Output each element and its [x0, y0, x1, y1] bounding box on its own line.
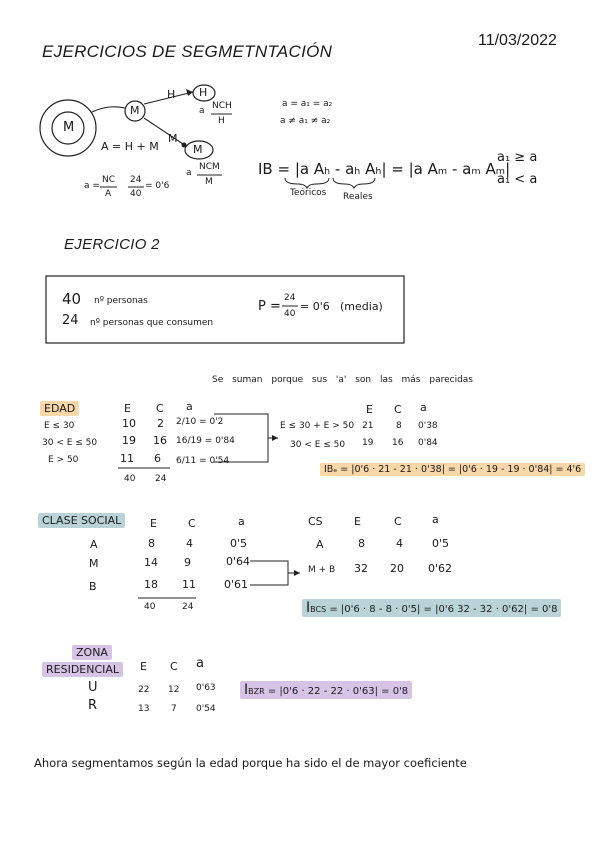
- clase-row-c: 9: [184, 556, 191, 569]
- condition-2: a₁ < a: [497, 172, 538, 187]
- formula-a-num2: 24: [130, 175, 142, 185]
- edad-row-c: 6: [154, 452, 161, 465]
- clase-row-c: 11: [182, 578, 196, 591]
- clase-total-e: 40: [144, 602, 156, 612]
- zona-result-sub: BZR: [248, 687, 265, 696]
- edad-merged-row-a: 0'38: [418, 421, 438, 431]
- edad-merged-header-c: C: [394, 403, 402, 416]
- ib-formula: IB = |a Aₕ - aₕ Aₕ| = |a Aₘ - aₘ Aₘ|: [258, 160, 511, 178]
- box-n1: 40: [62, 290, 82, 308]
- ejercicio-heading: EJERCICIO 2: [64, 236, 160, 253]
- zona-result: [240, 681, 412, 699]
- edad-header-c: C: [156, 402, 164, 415]
- clase-merged-header-c: C: [394, 515, 402, 528]
- edad-merged-row-a: 0'84: [418, 438, 438, 448]
- clase-merged-row-c: 20: [390, 562, 404, 575]
- clase-header-a: a: [238, 515, 245, 528]
- zona-result-text: = |0'6 · 22 - 22 · 0'63| = 0'8: [267, 686, 409, 697]
- edad-header-a: a: [186, 400, 193, 413]
- clase-result-prefix: I: [306, 600, 311, 616]
- formula-a-den1: A: [105, 189, 112, 199]
- zona-result-prefix: I: [244, 682, 249, 698]
- box-p-result: = 0'6: [300, 300, 330, 313]
- edad-merged-row-e: 21: [362, 421, 374, 431]
- arrow-m-label: M: [168, 132, 178, 145]
- clase-row-c: 4: [186, 537, 193, 550]
- clase-merged-row-e: 8: [358, 537, 365, 550]
- formula-am-den: M: [205, 177, 213, 187]
- zona-row-e: 13: [138, 704, 150, 714]
- box-n2: 24: [62, 313, 79, 328]
- node-m-lower-label: M: [193, 143, 203, 156]
- clase-row-label: A: [90, 538, 98, 551]
- arrow-h-head: [186, 89, 193, 96]
- edad-row-label: 30 < E ≤ 50: [42, 438, 98, 448]
- edad-label: EDAD: [40, 401, 79, 416]
- edad-merged-row-c: 8: [396, 421, 402, 431]
- clase-merged-header-a: a: [432, 513, 439, 526]
- zona-header-e: E: [140, 660, 147, 673]
- edad-merged-row-c: 16: [392, 438, 404, 448]
- clase-row-a: 0'61: [224, 578, 249, 591]
- zona-row-a: 0'54: [196, 704, 216, 714]
- formula-ah-num: NCH: [212, 101, 232, 111]
- edad-row-label: E > 50: [48, 455, 79, 465]
- clase-merged-row-label: A: [316, 538, 324, 551]
- clase-merged-row-c: 4: [396, 537, 403, 550]
- box-p-den: 40: [284, 309, 296, 319]
- clase-row-e: 8: [148, 537, 155, 550]
- zona-row-label: R: [88, 698, 98, 713]
- clase-merged-header-cs: CS: [308, 515, 323, 528]
- label-teoricos: Teóricos: [290, 188, 327, 198]
- condition-1: a₁ ≥ a: [497, 150, 538, 165]
- page-title: EJERCICIOS DE SEGMETNTACIÓN: [42, 42, 333, 61]
- zona-label-line2: RESIDENCIAL: [42, 662, 123, 677]
- formula-ah-den: H: [218, 116, 225, 126]
- clase-row-e: 18: [144, 578, 158, 591]
- formula-a-left: a =: [84, 181, 100, 191]
- clase-row-a: 0'64: [226, 555, 251, 568]
- clase-bracket: [250, 561, 300, 585]
- clase-row-label: M: [89, 557, 99, 570]
- clase-row-a: 0'5: [230, 537, 248, 550]
- edad-row-c: 2: [157, 417, 164, 430]
- clase-result: [302, 599, 561, 617]
- edad-merged-header-a: a: [420, 401, 427, 414]
- edad-row-a: 16/19 = 0'84: [176, 436, 235, 446]
- box-p-label: P =: [258, 299, 281, 314]
- equation-2: a ≠ a₁ ≠ a₂: [280, 116, 331, 126]
- clase-merged-row-a: 0'5: [432, 537, 450, 550]
- box-p-num: 24: [284, 293, 296, 303]
- formula-a-result: = 0'6: [145, 181, 170, 191]
- clase-merged-header-e: E: [354, 515, 361, 528]
- edad-total-c: 24: [155, 474, 167, 484]
- formula-ah-left: a: [199, 106, 205, 116]
- edad-row-a: 6/11 = 0'54: [176, 456, 230, 466]
- edad-total-e: 40: [124, 474, 136, 484]
- clase-merged-row-e: 32: [354, 562, 368, 575]
- node-m-center-label: M: [130, 104, 140, 117]
- formula-a-den2: 40: [130, 189, 142, 199]
- link-outer-center: [92, 107, 125, 112]
- edad-merged-header-e: E: [366, 403, 373, 416]
- zona-header-a: a: [196, 656, 204, 671]
- clase-result-text: = |0'6 · 8 - 8 · 0'5| = |0'6 32 - 32 · 0'62| = 0'8: [329, 604, 558, 615]
- clase-result-sub: BCS: [310, 605, 327, 614]
- clase-merged-row-a: 0'62: [428, 562, 453, 575]
- equation-1: a = a₁ = a₂: [282, 99, 333, 109]
- node-m-outer-label: M: [63, 120, 75, 135]
- clase-row-label: B: [89, 580, 97, 593]
- edad-result: IBₑ = |0'6 · 21 - 21 · 0'38| = |0'6 · 19 - 19 · 0'84| = 4'6: [320, 463, 585, 476]
- edad-header-e: E: [124, 402, 131, 415]
- page-date: 11/03/2022: [478, 32, 557, 49]
- edad-row-e: 11: [120, 452, 134, 465]
- node-h-label: H: [199, 86, 208, 99]
- edad-row-c: 16: [153, 434, 167, 447]
- grouping-note: Se suman porque sus 'a' son las más parecidas: [212, 375, 473, 385]
- zona-label-line1: ZONA: [72, 645, 112, 660]
- clase-header-e: E: [150, 517, 157, 530]
- clase-total-c: 24: [182, 602, 194, 612]
- clase-header-c: C: [188, 517, 196, 530]
- edad-row-label: E ≤ 30: [44, 421, 75, 431]
- clase-merged-row-label: M + B: [308, 565, 336, 575]
- zona-row-e: 22: [138, 685, 150, 695]
- zona-row-c: 7: [171, 704, 177, 714]
- formula-am-num: NCM: [199, 162, 220, 172]
- formula-a-num1: NC: [102, 175, 116, 185]
- zona-row-c: 12: [168, 685, 180, 695]
- box-p-note: (media): [340, 300, 383, 313]
- a-sum-label: A = H + M: [101, 140, 159, 153]
- edad-row-a: 2/10 = 0'2: [176, 417, 224, 427]
- arrow-h-label: H: [167, 88, 176, 101]
- clase-row-e: 14: [144, 556, 158, 569]
- edad-row-e: 10: [122, 417, 136, 430]
- edad-merged-row-label: E ≤ 30 + E > 50: [280, 421, 355, 431]
- clase-social-label: CLASE SOCIAL: [38, 513, 125, 528]
- zona-row-label: U: [88, 680, 98, 695]
- edad-row-e: 19: [122, 434, 136, 447]
- edad-merged-row-e: 19: [362, 438, 374, 448]
- edad-merged-row-label: 30 < E ≤ 50: [290, 440, 346, 450]
- box-n1-label: nº personas: [94, 296, 148, 306]
- zona-row-a: 0'63: [196, 683, 216, 693]
- formula-am-left: a: [186, 168, 192, 178]
- conclusion-text: Ahora segmentamos según la edad porque ha sido el de mayor coeficiente: [34, 756, 467, 770]
- box-n2-label: nº personas que consumen: [90, 318, 214, 328]
- label-reales: Reales: [343, 192, 373, 202]
- zona-header-c: C: [170, 660, 178, 673]
